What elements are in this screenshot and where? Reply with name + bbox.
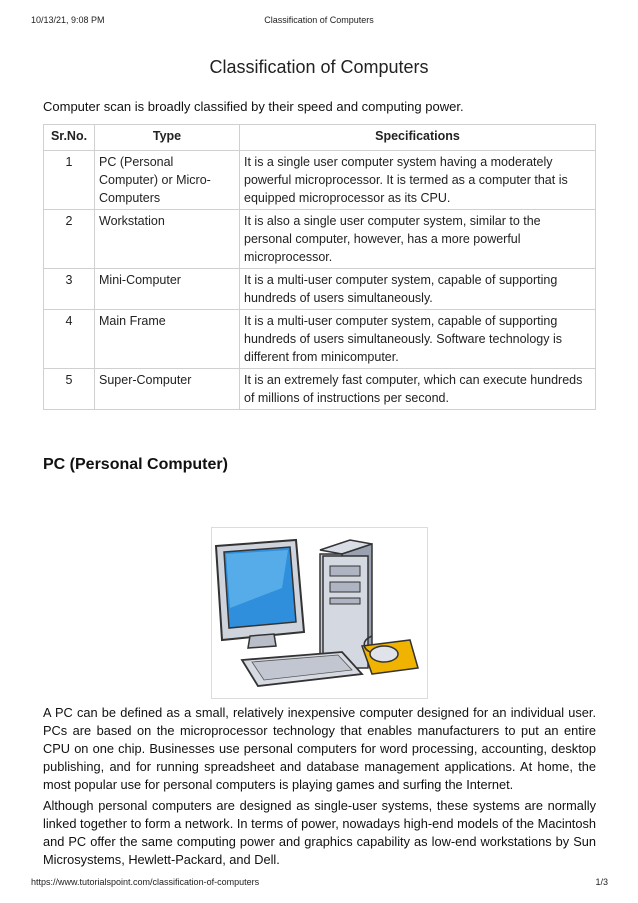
row-type: Workstation (95, 210, 240, 269)
paragraph-pc-definition: A PC can be defined as a small, relatively inexpensive computer designed for an individual user. PCs are based on the microprocessor technology that enables manufacturers to put an entire CPU on one chip. Businesses use personal computers for word processing, accounting, desktop publishing, and for running spreadsheet and database management applications. At home, the most popular use for personal computers is playing games and surfing the Internet. (43, 705, 596, 792)
table-header-row (44, 125, 596, 151)
row-type: PC (Personal Computer) or Micro-Computers (95, 151, 240, 210)
print-url: https://www.tutorialspoint.com/classification-of-computers (31, 877, 260, 887)
paragraph-pc-network: Although personal computers are designed as single-user systems, these systems are normally linked together to form a network. In terms of power, nowadays high-end models of the Macintosh and PC offer the same computing power and graphics capability as low-end workstations by Sun Microsystems, Hewlett-Packard, and Dell. (43, 798, 596, 867)
row-specification: It is a multi-user computer system, capable of supporting hundreds of users simultaneously. Software technology is different from minicomputer. (240, 310, 596, 369)
page-number: 1/3 (595, 877, 608, 887)
table-row (44, 310, 596, 369)
print-datetime: 10/13/21, 9:08 PM (31, 15, 105, 25)
row-type: Mini-Computer (95, 269, 240, 310)
row-type: Super-Computer (95, 369, 240, 410)
table-row (44, 369, 596, 410)
row-specification: It is a single user computer system having a moderately powerful microprocessor. It is termed as a computer that is equipped microprocessor as its CPU. (240, 151, 596, 210)
table-row (44, 151, 596, 210)
row-specification: It is also a single user computer system, similar to the personal computer, however, has a more powerful microprocessor. (240, 210, 596, 269)
classification-table (43, 124, 596, 410)
row-specification: It is an extremely fast computer, which can execute hundreds of millions of instructions per second. (240, 369, 596, 410)
table-row (44, 210, 596, 269)
personal-computer-icon (212, 528, 427, 698)
page-title: Classification of Computers (209, 57, 429, 77)
column-header-type: Type (95, 125, 240, 151)
print-doc-title: Classification of Computers (264, 15, 374, 25)
row-number: 4 (44, 310, 95, 369)
print-header (0, 15, 638, 29)
section-heading-pc: PC (Personal Computer) (43, 456, 228, 473)
intro-text: Computer scan is broadly classified by their speed and computing power. (43, 99, 464, 114)
row-number: 3 (44, 269, 95, 310)
row-number: 1 (44, 151, 95, 210)
row-number: 5 (44, 369, 95, 410)
row-specification: It is a multi-user computer system, capable of supporting hundreds of users simultaneously. (240, 269, 596, 310)
column-header-srno: Sr.No. (44, 125, 95, 151)
table-row (44, 269, 596, 310)
row-type: Main Frame (95, 310, 240, 369)
print-footer (0, 877, 638, 891)
row-number: 2 (44, 210, 95, 269)
column-header-specifications: Specifications (240, 125, 596, 151)
personal-computer-illustration (211, 527, 428, 699)
